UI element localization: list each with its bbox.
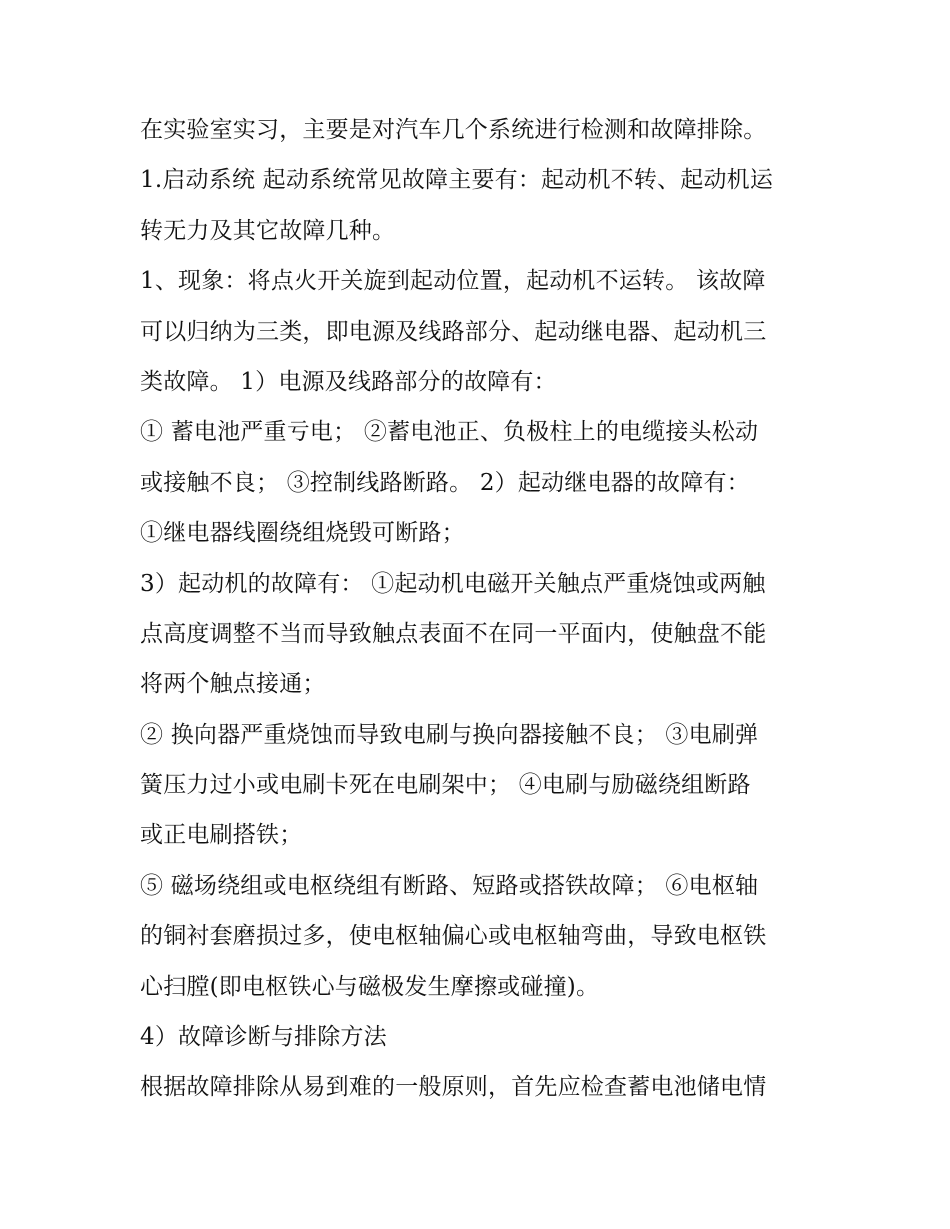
text-line: 转无力及其它故障几种。: [140, 217, 396, 244]
text-line: ② 换向器严重烧蚀而导致电刷与换向器接触不良； ③电刷弹: [140, 721, 759, 748]
text-line: 根据故障排除从易到难的一般原则，首先应检查蓄电池储电情: [140, 1074, 767, 1101]
text-line: ①继电器线圈绕组烧毁可断路；: [140, 520, 465, 547]
text-line: 点高度调整不当而导致触点表面不在同一平面内，使触盘不能: [140, 620, 767, 647]
text-line: 将两个触点接通；: [140, 671, 326, 698]
text-line: 4）故障诊断与排除方法: [140, 1024, 387, 1051]
text-line: 3）起动机的故障有： ①起动机电磁开关触点严重烧蚀或两触: [140, 570, 766, 597]
text-line: ⑤ 磁场绕组或电枢绕组有断路、短路或搭铁故障； ⑥电枢轴: [140, 872, 759, 899]
text-line: 心扫膛(即电枢铁心与磁极发生摩擦或碰撞)。: [140, 973, 600, 1000]
text-line: ① 蓄电池严重亏电； ②蓄电池正、负极柱上的电缆接头松动: [140, 419, 759, 446]
text-line: 1.启动系统 起动系统常见故障主要有：起动机不转、起动机运: [140, 167, 774, 194]
text-line: 类故障。 1）电源及线路部分的故障有：: [140, 368, 557, 395]
document-body: [140, 105, 820, 1113]
text-line: 或正电刷搭铁；: [140, 822, 303, 849]
text-line: 簧压力过小或电刷卡死在电刷架中； ④电刷与励磁绕组断路: [140, 772, 751, 799]
text-line: 的铜衬套磨损过多，使电枢轴偏心或电枢轴弯曲，导致电枢铁: [140, 923, 767, 950]
text-line: 在实验室实习，主要是对汽车几个系统进行检测和故障排除。: [140, 117, 767, 143]
text-line: 或接触不良； ③控制线路断路。 2）起动继电器的故障有：: [140, 469, 750, 496]
text-line: 1、现象：将点火开关旋到起动位置，起动机不运转。 该故障: [140, 268, 766, 295]
text-line: 可以归纳为三类，即电源及线路部分、起动继电器、起动机三: [140, 318, 767, 345]
